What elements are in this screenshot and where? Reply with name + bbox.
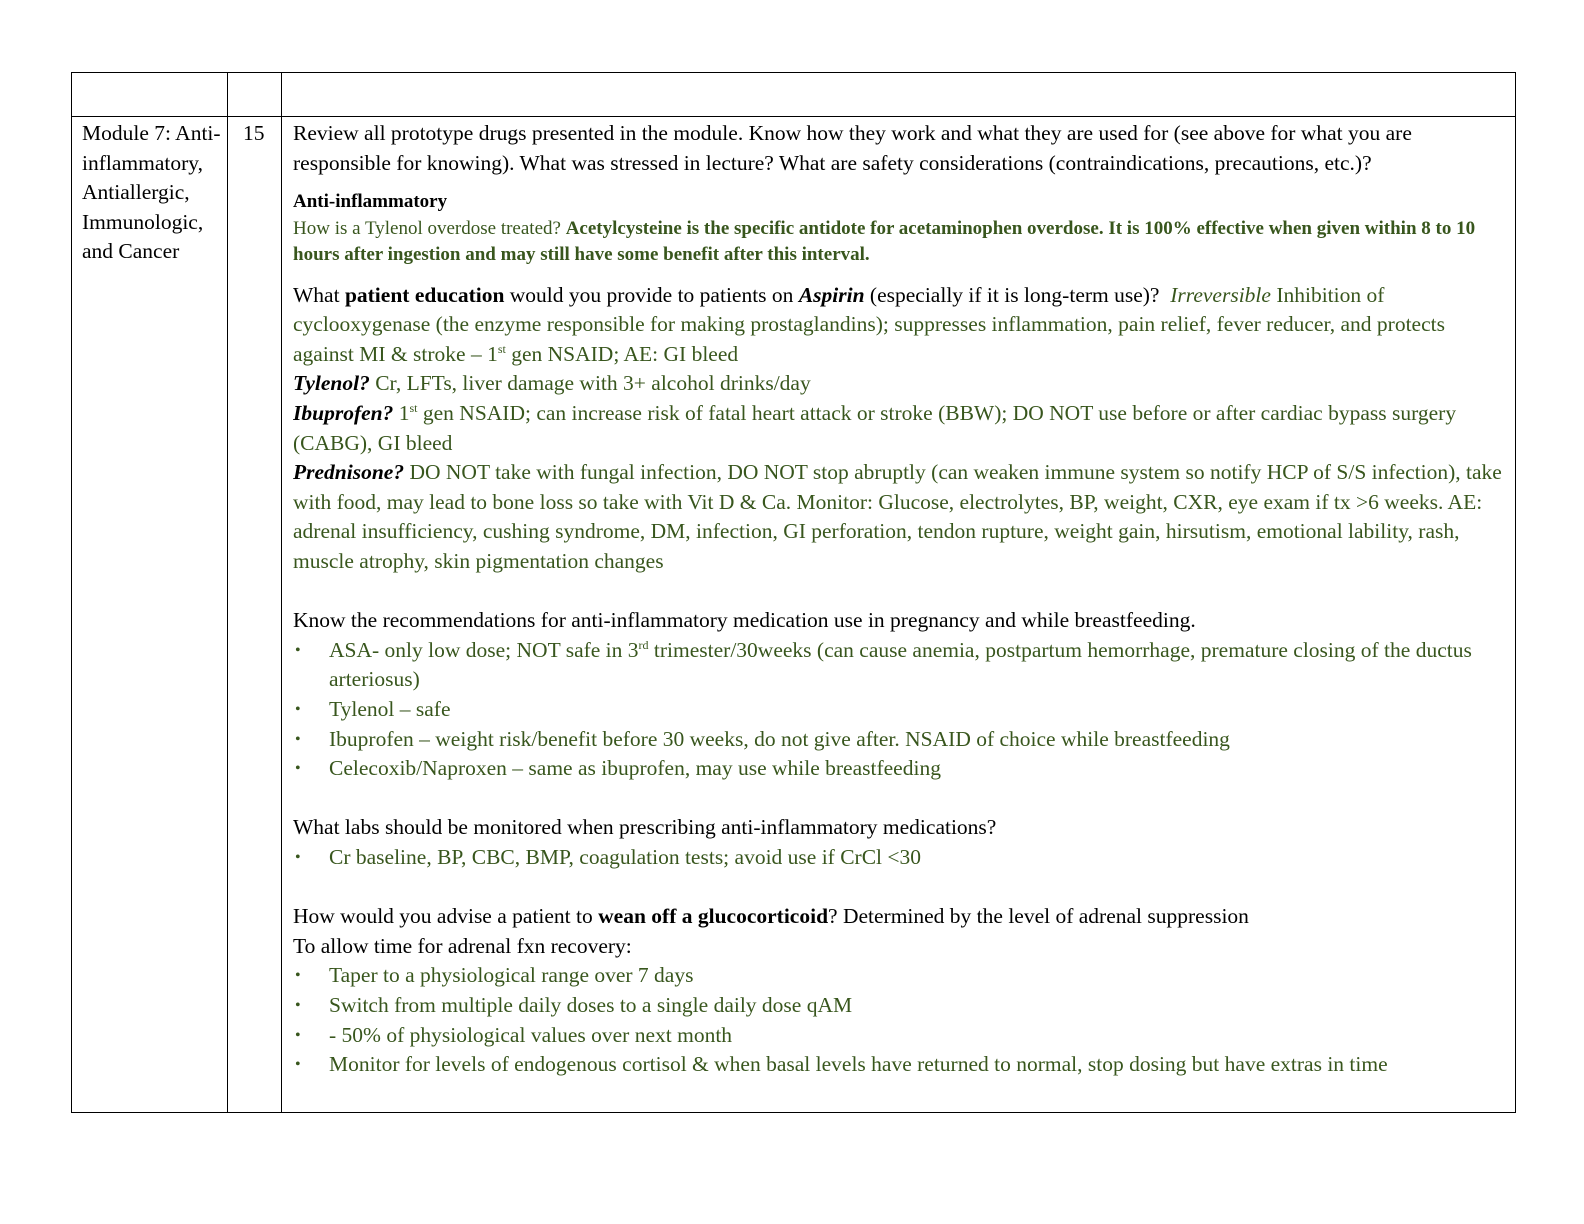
tylenol-text: Cr, LFTs, liver damage with 3+ alcohol drinks/day: [375, 371, 811, 396]
list-item: [293, 725, 1507, 755]
bullet-icon: •: [295, 730, 301, 748]
patient-education-paragraph: [293, 281, 1507, 370]
week-number: 15: [243, 121, 265, 145]
module-content: [293, 119, 1507, 1112]
header-row-divider: [72, 116, 1515, 117]
preg-b1-post: trimester/30weeks (can cause anemia, postpartum hemorrhage, premature closing of the ductus arteriosus): [329, 637, 1472, 692]
pregnancy-question: Know the recommendations for anti-inflammatory medication use in pregnancy and while breastfeeding.: [293, 608, 1196, 633]
bullet-icon: •: [295, 1056, 301, 1074]
ibuprofen-sup: st: [409, 400, 418, 415]
bullet-icon: •: [295, 1026, 301, 1044]
edu-text-5: (especially if it is long-term use)?: [869, 282, 1160, 307]
prednisone-label: Prednisone?: [293, 460, 405, 485]
aspirin-answer-1: Inhibition of cyclooxygenase (the enzyme responsible for making prostaglandins); suppresses inflammation, pain relief, fever reducer, and protects against MI & stroke – 1: [293, 282, 1445, 366]
edu-text-1: What: [293, 282, 340, 307]
pregnancy-list: [293, 636, 1507, 784]
aspirin-answer-2: gen NSAID; AE: GI bleed: [511, 341, 739, 366]
wean-question: [293, 902, 1507, 932]
tylenol-overdose-answer: Acetylcysteine is the specific antidote for acetaminophen overdose. It is 100% effective when given within 8 to 10 hours after ingestion and may still have some benefit after this interval.: [293, 217, 1476, 266]
tylenol-label: Tylenol?: [293, 371, 370, 396]
bullet-icon: •: [295, 848, 301, 866]
wean-b2: Switch from multiple daily doses to a single daily dose qAM: [329, 992, 853, 1017]
column-divider-1: [227, 73, 228, 1112]
bullet-icon: •: [295, 760, 301, 778]
labs-list: [293, 843, 1507, 873]
bullet-icon: •: [295, 701, 301, 718]
list-item: [293, 991, 1507, 1021]
tylenol-overdose-paragraph: [293, 216, 1507, 269]
column-divider-2: [281, 73, 282, 1112]
list-item: [293, 843, 1507, 873]
list-item: [293, 1050, 1507, 1080]
preg-b1-pre: ASA- only low dose; NOT safe in 3: [329, 637, 639, 662]
preg-b3: Ibuprofen – weight risk/benefit before 30 weeks, do not give after. NSAID of choice while breastfeeding: [329, 726, 1230, 751]
wean-b1: Taper to a physiological range over 7 days: [329, 963, 694, 988]
aspirin-italic: Irreversible: [1170, 282, 1271, 307]
wean-q2: wean off a glucocorticoid: [598, 904, 829, 929]
preg-b2: Tylenol – safe: [329, 697, 451, 721]
wean-subtext: To allow time for adrenal fxn recovery:: [293, 933, 632, 958]
ibuprofen-pre: 1: [398, 401, 410, 426]
preg-b4: Celecoxib/Naproxen – same as ibuprofen, may use while breastfeeding: [329, 756, 941, 781]
list-item: [293, 754, 1507, 784]
spacer: [293, 577, 1507, 607]
prednisone-line: [293, 458, 1507, 576]
aspirin-sup: st: [497, 341, 506, 356]
ibuprofen-line: [293, 399, 1507, 458]
list-item: [293, 695, 1507, 725]
ibuprofen-text: gen NSAID; can increase risk of fatal heart attack or stroke (BBW); DO NOT use before or after cardiac bypass surgery (CABG), GI bleed: [293, 401, 1457, 455]
bullet-icon: •: [295, 996, 301, 1014]
prednisone-text: DO NOT take with fungal infection, DO NOT stop abruptly (can weaken immune system so notify HCP of S/S infection), take with food, may lead to bone loss so take with Vit D & Ca. Monitor: Glucose, electrolytes, BP, weight, CXR, eye exam if tx >6 weeks. AE: adrenal insufficiency, cushing syndrome, DM, infection, GI perforation, tendon rupture, weight gain, hirsutism, emotional lability, rash, muscle atrophy, skin pigmentation changes: [293, 460, 1502, 574]
labs-question: What labs should be monitored when prescribing anti-inflammatory medications?: [293, 815, 997, 840]
wean-q1: How would you advise a patient to: [293, 904, 593, 929]
list-item: [293, 636, 1507, 695]
list-item: [293, 1021, 1507, 1051]
tylenol-overdose-question: How is a Tylenol overdose treated?: [293, 217, 561, 239]
edu-text-4: Aspirin: [798, 282, 865, 307]
spacer: [293, 873, 1507, 903]
wean-b3: - 50% of physiological values over next month: [329, 1022, 733, 1047]
module-label: Module 7: Anti-inflammatory, Antiallergic, Immunologic, and Cancer: [82, 121, 221, 263]
list-item: [293, 961, 1507, 991]
section-heading: Anti-inflammatory: [293, 191, 448, 213]
tylenol-line: [293, 369, 1507, 399]
wean-list: [293, 961, 1507, 1079]
edu-text-2: patient education: [344, 282, 505, 307]
ibuprofen-label: Ibuprofen?: [293, 401, 394, 426]
labs-b1: Cr baseline, BP, CBC, BMP, coagulation tests; avoid use if CrCl <30: [329, 844, 922, 869]
preg-b1-sup: rd: [638, 637, 649, 652]
bullet-icon: •: [295, 641, 301, 659]
wean-q3: ? Determined by the level of adrenal suppression: [828, 904, 1249, 929]
bullet-icon: •: [295, 967, 301, 985]
edu-text-3: would you provide to patients on: [509, 282, 794, 307]
intro-text: Review all prototype drugs presented in the module. Know how they work and what they are used for (see above for what you are responsible for knowing). What was stressed in lecture? What are safety considerations (contraindications, precautions, etc.)?: [293, 121, 1412, 175]
wean-b4: Monitor for levels of endogenous cortisol & when basal levels have returned to normal, stop dosing but have extras in time: [329, 1052, 1388, 1077]
study-guide-table: [71, 72, 1516, 1113]
spacer: [293, 784, 1507, 814]
